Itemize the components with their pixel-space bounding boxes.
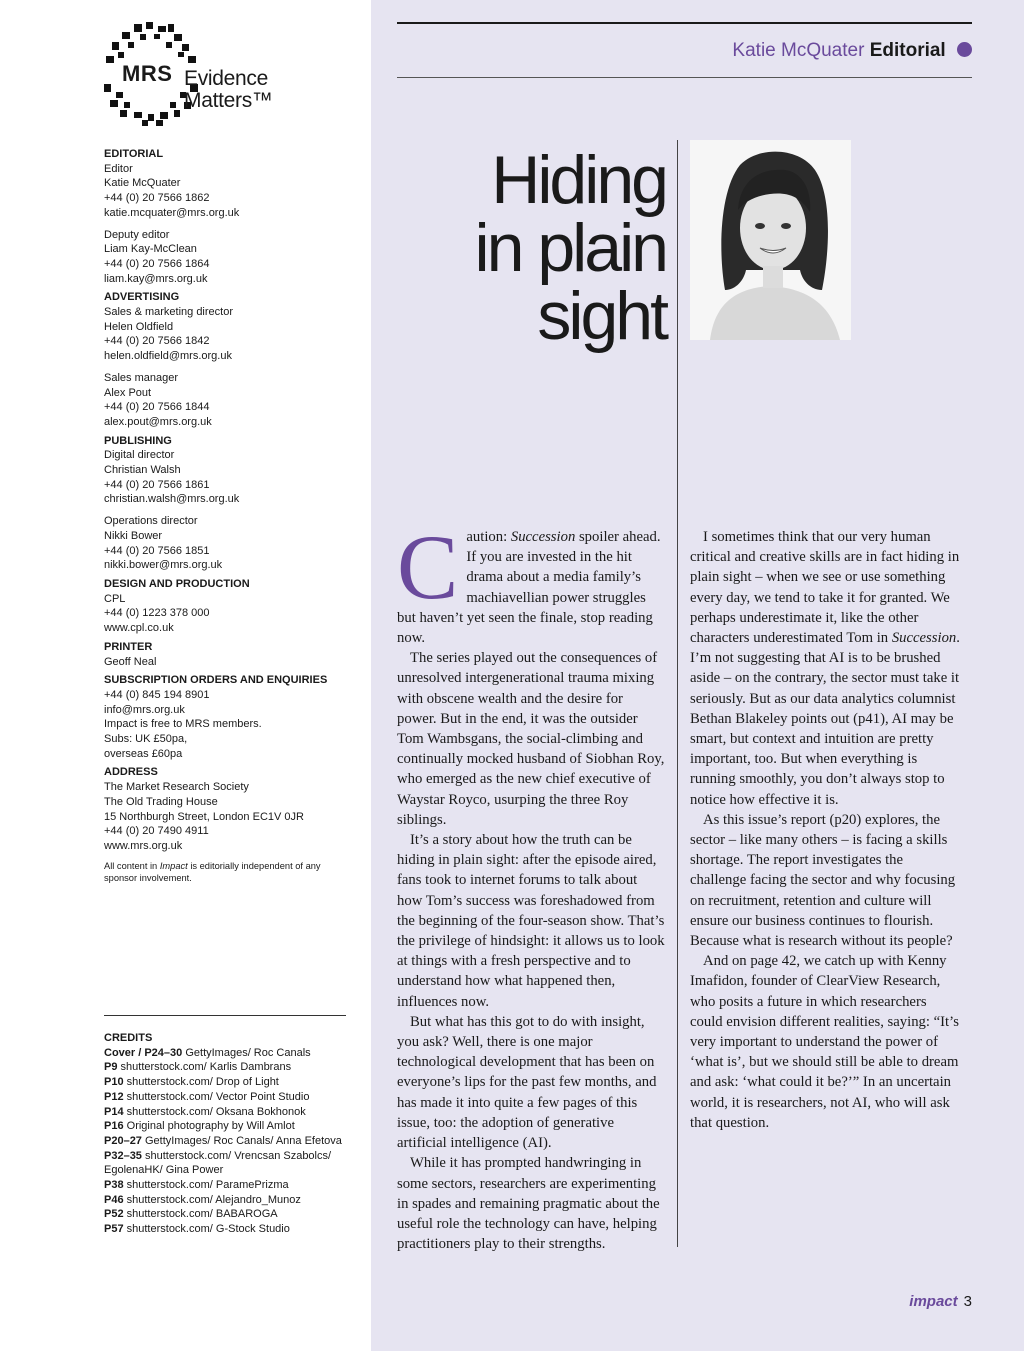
page-footer bbox=[909, 1292, 972, 1312]
paragraph-6: I sometimes think that our very human critical and creative skills are in fact hiding in plain sight – when we see or use something every day, we tend to take it for granted. We perhaps underestimate it, like the other characters underestimated Tom in Succession. I’m not suggesting that AI is to be brushed aside – on the contrary, the sector must take it seriously. But as our data analytics columnist Bethan Blakeley points out (p41), AI may be smart, but context and intuition are pretty important, too. But when everything is running smoothly, you don’t always stop to notice how effective it is. bbox=[690, 529, 960, 808]
column-divider bbox=[677, 140, 678, 1247]
article-column-2 bbox=[690, 527, 960, 1133]
credit-item: P52 shutterstock.com/ BABAROGA bbox=[104, 1208, 278, 1221]
paragraph-3: It’s a story about how the truth can be hiding in plain sight: after the episode aired, fans took to internet forums to talk about how Tom’s success was foreshadowed from the beginning of the four-season show. That’s the privilege of hindsight: it allows us to look at things with a fresh perspective and to understand how what happened then, influences now. bbox=[397, 832, 665, 1010]
credits-divider bbox=[104, 1015, 346, 1016]
header-rule bbox=[397, 77, 972, 78]
drop-cap: C bbox=[397, 516, 459, 618]
article-headline: Hiding in plain sight bbox=[474, 142, 666, 354]
contact-operations-director: Operations director Nikki Bower +44 (0) 20 7566 1851 nikki.bower@mrs.org.uk bbox=[104, 515, 223, 572]
advertising-heading: ADVERTISING bbox=[104, 291, 180, 304]
credit-item: P38 shutterstock.com/ ParamePrizma bbox=[104, 1179, 289, 1192]
contact-sales-director: Sales & marketing director Helen Oldfield +44 (0) 20 7566 1842 helen.oldfield@mrs.org.uk bbox=[104, 306, 233, 363]
editorial-heading: EDITORIAL bbox=[104, 148, 164, 160]
design-heading: DESIGN AND PRODUCTION bbox=[104, 577, 250, 590]
paragraph-5: While it has prompted handwringing in some sectors, researchers are experimenting in spades and remaining pragmatic about the useful role the technology can have, helping practitioners play to their strengths. bbox=[397, 1155, 660, 1253]
logo-tagline: Evidence Matters™ bbox=[184, 67, 273, 112]
header-author: Katie McQuater bbox=[732, 40, 865, 61]
paragraph-2: The series played out the consequences of unresolved intergenerational trauma mixing with obscene wealth and the desire for power. But in the end, it was the outsider Tom Wambsgans, the social-climbing and continually mocked husband of Siobhan Roy, who emerged as the new chief executive of Waystar Royco, usurping the three Roy siblings. bbox=[397, 650, 665, 828]
portrait-image bbox=[690, 140, 851, 340]
mrs-logo bbox=[104, 22, 284, 126]
article-column-1 bbox=[397, 516, 665, 1254]
credit-item: P46 shutterstock.com/ Alejandro_Munoz bbox=[104, 1193, 301, 1206]
contact-deputy-editor: Deputy editor Liam Kay-McClean +44 (0) 20 7566 1864 liam.kay@mrs.org.uk bbox=[104, 228, 210, 285]
credit-item: P16 Original photography by Will Amlot bbox=[104, 1120, 295, 1133]
credits bbox=[104, 1031, 354, 1237]
independence-note: All content in Impact is editorially independent of any sponsor involvement. bbox=[104, 860, 321, 884]
header-section: Editorial bbox=[869, 40, 946, 61]
publishing-heading: PUBLISHING bbox=[104, 434, 172, 447]
contact-sales-manager: Sales manager Alex Pout +44 (0) 20 7566 1844 alex.pout@mrs.org.uk bbox=[104, 371, 212, 428]
credit-item: P14 shutterstock.com/ Oksana Bokhonok bbox=[104, 1105, 306, 1118]
contact-editor: Editor Katie McQuater +44 (0) 20 7566 1862 katie.mcquater@mrs.org.uk bbox=[104, 162, 240, 219]
bullet-dot-icon bbox=[957, 42, 972, 57]
credit-item: P9 shutterstock.com/ Karlis Dambrans bbox=[104, 1061, 292, 1074]
running-header bbox=[732, 38, 972, 64]
masthead: EDITORIAL Editor Katie McQuater +44 (0) 20 7566 1862 katie.mcquater@mrs.org.uk Deputy editor Liam Kay-McClean +44 (0) 20 7566 1864 liam.kay@mrs.org.uk ADVERTISING Sales & marketing director Helen Oldfield +44 (0) 20 7566 1842 helen.oldfield@mrs.org.uk Sales manager Alex Pout +44 (0) 20 7566 1844 alex.pout@mrs.org.uk PUBLISHING Digital director Christian Walsh +44 (0) 20 7566 1861 christian.walsh@mrs.org.uk Operations director Nikki Bower +44 (0) 20 7566 1851 nikki.bower@mrs.org.uk DESIGN AND PRODUCTION CPL +44 (0) 1223 378 000 www.cpl.co.uk PRINTER Geoff Neal SUBSCRIPTION ORDERS AND ENQUIRIES +44 (0) 845 194 8901 info@mrs.org.uk Impact is free to MRS members. Subs: UK £50pa, overseas £60pa ADDRESS The Market Research Society The Old Trading House 15 Northburgh Street, London EC1V 0JR +44 (0) 20 7490 4911 www.mrs.org.uk All content in Impact is editorially independent of any sponsor involvement. bbox=[104, 147, 354, 885]
credit-item: P20–27 GettyImages/ Roc Canals/ Anna Efetova bbox=[104, 1134, 342, 1147]
paragraph-1: Caution: Succession spoiler ahead. If you are invested in the hit drama about a media family’s machiavellian power struggles but haven’t yet seen the finale, stop reading now. bbox=[397, 516, 661, 647]
paragraph-4: But what has this got to do with insight, you ask? Well, there is one major technological development that has been on everyone’s lips for the past few months, and has made it into quite a few pages of this issue, too: the adoption of generative artificial intelligence (AI). bbox=[397, 1013, 657, 1152]
contact-digital-director: Digital director Christian Walsh +44 (0) 20 7566 1861 christian.walsh@mrs.org.uk bbox=[104, 449, 240, 506]
credit-item: P57 shutterstock.com/ G-Stock Studio bbox=[104, 1223, 290, 1236]
top-rule bbox=[397, 22, 972, 24]
credits-heading: CREDITS bbox=[104, 1032, 153, 1044]
impact-brand: impact bbox=[909, 1293, 958, 1310]
author-portrait bbox=[690, 140, 851, 340]
credit-item: P12 shutterstock.com/ Vector Point Studio bbox=[104, 1090, 310, 1103]
paragraph-7: As this issue’s report (p20) explores, the sector – like many others – is facing a skills shortage. The report investigates the challenge facing the sector and why focusing on recruitment, retention and culture will ensure our business continues to flourish. Because what is research without its people? bbox=[690, 811, 956, 950]
credit-item: P32–35 shutterstock.com/ Vrencsan Szabolcs/ EgolenaHK/ Gina Power bbox=[104, 1149, 332, 1177]
printer-heading: PRINTER bbox=[104, 640, 153, 653]
subscription-heading: SUBSCRIPTION ORDERS AND ENQUIRIES bbox=[104, 674, 328, 687]
credit-item: P10 shutterstock.com/ Drop of Light bbox=[104, 1076, 279, 1089]
address-heading: ADDRESS bbox=[104, 766, 158, 779]
logo-mrs: MRS bbox=[122, 61, 173, 86]
page-number: 3 bbox=[963, 1293, 972, 1310]
paragraph-8: And on page 42, we catch up with Kenny Imafidon, founder of ClearView Research, who posits a future in which researchers could envision different realities, saying: “It’s very important to understand the power of ‘what is’, but we should still be able to dream and ask: ‘what could it be?’” In an uncertain world, it is researchers, not AI, who will ask that question. bbox=[690, 953, 959, 1131]
credit-item: Cover / P24–30 GettyImages/ Roc Canals bbox=[104, 1046, 311, 1059]
